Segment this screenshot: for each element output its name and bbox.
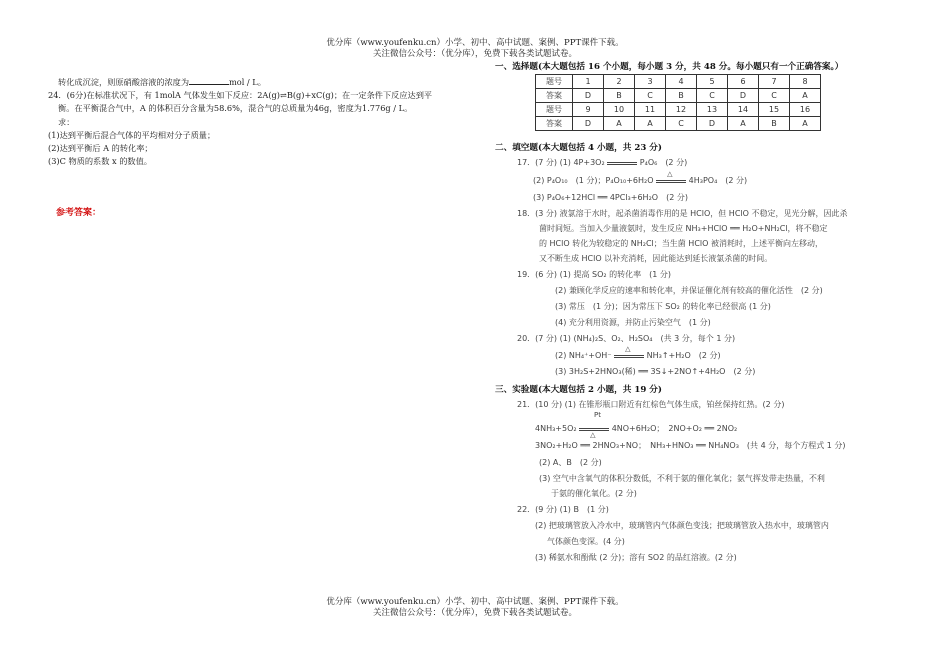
answer-21-eq-1: 4NH₃+5O₂ △ 4NO+6H₂O； 2NO+O₂ ══ 2NO₂: [535, 424, 738, 439]
section-2-title: 二、填空题(本大题包括 4 小题，共 23 分): [495, 143, 662, 153]
question-24-line-2: 衡。在平衡混合气中，A 的体积百分含量为58.6%，混合气的总质量为46g，密度为1.776g / L。: [58, 103, 413, 114]
footer-line-1: 优分库（www.youfenku.cn）小学、初中、高中试题、案例、PPT课件下载。: [326, 597, 624, 607]
table-row: 答案 D A A C D A B A: [536, 117, 821, 131]
answer-table: [535, 74, 821, 131]
heat-icon: △: [667, 169, 673, 178]
page-header: [0, 38, 950, 60]
answer-20-2: (2) NH₄⁺+OH⁻ △ NH₃↑+H₂O (2 分): [555, 344, 721, 360]
section-3-title: 三、实验题(本大题包括 2 小题，共 19 分): [495, 385, 662, 395]
question-23-tail: [48, 75, 473, 89]
footer-line-2: 关注微信公众号：（优分库），免费下载各类试题试卷。: [372, 608, 577, 618]
reference-answer-label: 参考答案：: [56, 208, 102, 218]
heat-arrow: [656, 169, 686, 185]
heat-icon: △: [590, 430, 596, 439]
answer-17-1: 17．(7 分) (1) 4P+3O₂ P₄O₆ (2 分): [517, 158, 688, 167]
heat-icon: △: [625, 344, 631, 353]
answer-22-3: (3) 稀氨水和酚酞 (2 分)；溶有 SO2 的品红溶液。(2 分): [535, 553, 737, 562]
answer-18-line-2: 菌时间短。当加入少量液氨时，发生反应 NH₃+HClO ══ H₂O+NH₂Cl，将不稳定: [539, 224, 828, 233]
heat-arrow: [579, 425, 609, 439]
left-column: [48, 75, 473, 168]
q23-unit: mol / L。: [229, 77, 266, 87]
equals-arrow: [607, 159, 637, 167]
answer-22-2: (2) 把玻璃管放入冷水中，玻璃管内气体颜色变浅；把玻璃管放入热水中，玻璃管内: [535, 521, 829, 530]
question-24-line-1: 24．(6分)在标准状况下，有 1molA 气体发生如下反应：2A(g)⇌B(g)+xC(g)；在一定条件下反应达到平: [48, 90, 433, 101]
answer-blank: [189, 75, 229, 85]
section-1-title: 一、选择题(本大题包括 16 个小题，每小题 3 分，共 48 分。每小题只有一个正确答案。）: [495, 62, 844, 72]
question-24-part-3: (3)C 物质的系数 x 的数值。: [48, 156, 152, 167]
question-24-part-2: (2)达到平衡后 A 的转化率；: [48, 143, 153, 154]
answer-17-2: (2) P₄O₁₀ (1 分)；P₄O₁₀+6H₂O △ 4H₃PO₄ (2 分): [533, 169, 748, 185]
answer-19-1: 19．(6 分) (1) 提高 SO₂ 的转化率 (1 分): [517, 270, 672, 279]
header-line-1: 优分库（www.youfenku.cn）小学、初中、高中试题、案例、PPT课件下载。: [326, 38, 624, 48]
question-24-part-1: (1)达到平衡后混合气体的平均相对分子质量；: [48, 129, 216, 140]
answer-18-line-3: 的 HClO 转化为较稳定的 NH₂Cl；当生菌 HClO 被消耗时，上述平衡向左移动，: [539, 239, 823, 248]
answer-19-4: (4) 充分利用资源，并防止污染空气 (1 分): [555, 318, 711, 327]
catalyst-label: Pt: [594, 411, 601, 419]
answer-20-3: (3) 3H₂S+2HNO₃(稀) ══ 3S↓+2NO↑+4H₂O (2 分): [555, 367, 756, 376]
heat-arrow: [614, 344, 644, 360]
question-24-line-3: 求：: [58, 116, 75, 127]
table-row: 答案 D B C B C D C A: [536, 89, 821, 103]
answer-19-3: (3) 常压 (1 分)；因为常压下 SO₂ 的转化率已经很高 (1 分): [555, 302, 771, 311]
q23-text: 转化成沉淀，则原硝酸溶液的浓度为: [58, 77, 190, 87]
answer-21-3-cont: 于氨的催化氧化。(2 分): [551, 489, 637, 498]
header-line-2: 关注微信公众号：（优分库），免费下载各类试题试卷。: [372, 49, 577, 59]
answer-20-1: 20．(7 分) (1) (NH₄)₂S、O₂、H₂SO₄ (共 3 分，每个 1 分): [517, 334, 736, 343]
answer-21-2: (2) A、B (2 分): [539, 458, 602, 467]
answer-21-1: 21．(10 分) (1) 在锥形瓶口附近有红棕色气体生成，铂丝保持红热。(2 分): [517, 400, 785, 409]
answer-18-line-1: 18．(3 分) 液氯溶于水时，起杀菌消毒作用的是 HClO，但 HClO 不稳定，见光分解，因此杀: [517, 209, 848, 218]
answer-22-1: 22．(9 分) (1) B (1 分): [517, 505, 609, 514]
table-row: 题号 1 2 3 4 5 6 7 8: [536, 75, 821, 89]
answer-21-eq-2: 3NO₂+H₂O ══ 2HNO₃+NO； NH₃+HNO₃ ══ NH₄NO₃ (共 4 分，每个方程式 1 分): [535, 441, 846, 450]
answer-17-3: (3) P₄O₆+12HCl ══ 4PCl₃+6H₂O (2 分): [533, 193, 688, 202]
answer-21-3: (3) 空气中含氧气的体积分数低，不利于氨的催化氧化；氨气挥发带走热量，不利: [539, 474, 825, 483]
table-row: 题号 9 10 11 12 13 14 15 16: [536, 103, 821, 117]
answer-18-line-4: 又不断生成 HClO 以补充消耗，因此能达到延长液氯杀菌的时间。: [539, 254, 773, 263]
answer-22-2-cont: 气体颜色变深。(4 分): [547, 537, 625, 546]
page-footer: [0, 597, 950, 619]
answer-19-2: (2) 兼顾化学反应的速率和转化率，并保证催化剂有较高的催化活性 (2 分): [555, 286, 823, 295]
